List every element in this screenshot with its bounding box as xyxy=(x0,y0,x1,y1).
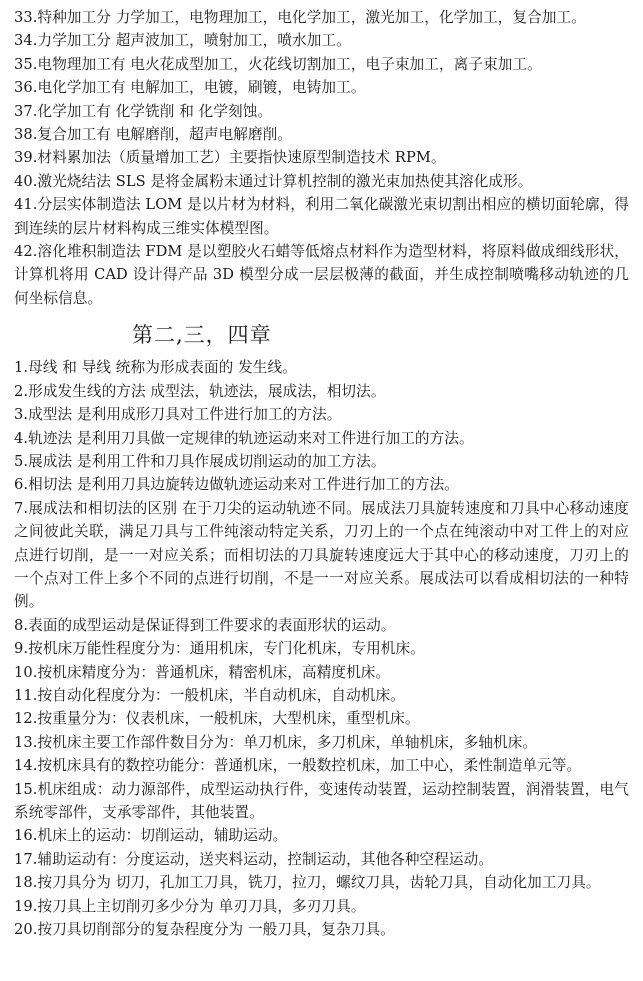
list-item: 14.按机床具有的数控功能分：普通机床，一般数控机床，加工中心，柔性制造单元等。 xyxy=(14,757,582,775)
list-item: 1.母线 和 导线 统称为形成表面的 发生线。 xyxy=(14,359,297,377)
list-item: 42.溶化堆积制造法 FDM 是以塑胶火石蜡等低熔点材料作为造型材料，将原料做成细线形状，计算机将用 CAD 设计得产品 3D 模型分成一层层极薄的截面，并生成控制喷嘴移动轨迹的几何坐标信息。 xyxy=(14,243,629,307)
chapter-heading: 第二,三，四章 xyxy=(132,323,272,348)
list-item: 17.辅助运动有：分度运动，送夹料运动，控制运动，其他各种空程运动。 xyxy=(14,850,494,868)
list-item: 3.成型法 是利用成形刀具对工件进行加工的方法。 xyxy=(14,406,342,424)
list-item: 33.特种加工分 力学加工，电物理加工，电化学加工，激光加工，化学加工，复合加工。 xyxy=(14,9,586,26)
list-item: 20.按刀具切削部分的复杂程度分为 一般刀具，复杂刀具。 xyxy=(14,921,395,939)
list-item: 9.按机床万能性程度分为：通用机床，专门化机床，专用机床。 xyxy=(14,640,425,658)
list-item: 4.轨迹法 是利用刀具做一定规律的轨迹运动来对工件进行加工的方法。 xyxy=(14,429,474,447)
list-item: 16.机床上的运动：切削运动，辅助运动。 xyxy=(14,827,288,845)
list-item: 35.电物理加工有 电火花成型加工，火花线切割加工，电子束加工，离子束加工。 xyxy=(14,55,542,73)
list-item: 15.机床组成：动力源部件，成型运动执行件，变速传动装置，运动控制装置，润滑装置，电气系统零部件，支承零部件，其他装置。 xyxy=(14,780,629,821)
list-item: 19.按刀具上主切削刃多少分为 单刃刀具，多刃刀具。 xyxy=(14,897,366,915)
list-item: 36.电化学加工有 电解加工，电镀，刷镀，电铸加工。 xyxy=(14,79,366,97)
list-item: 18.按刀具分为 切刀，孔加工刀具，铣刀，拉刀，螺纹刀具，齿轮刀具，自动化加工刀具。 xyxy=(14,874,601,892)
list-item: 40.激光烧结法 SLS 是将金属粉末通过计算机控制的激光束加热使其溶化成形。 xyxy=(14,172,533,190)
list-item: 13.按机床主要工作部件数目分为：单刀机床，多刀机床，单轴机床，多轴机床。 xyxy=(14,733,538,751)
list-item: 7.展成法和相切法的区别 在于刀尖的运动轨迹不同。展成法刀具旋转速度和刀具中心移动速度之间彼此关联，满足刀具与工件纯滚动特定关系，刀刃上的一个点在纯滚动中对工件上的对应点进行切削，是一一对应关系；而相切法的刀具旋转速度远大于其中心的移动速度，刀刃上的一个点对工件上多个不同的点进行切削，不是一一对应关系。展成法可以看成相切法的一种特例。 xyxy=(14,499,629,611)
list-item: 10.按机床精度分为：普通机床，精密机床，高精度机床。 xyxy=(14,663,391,681)
list-item: 12.按重量分为：仪表机床，一般机床，大型机床，重型机床。 xyxy=(14,710,420,728)
list-item: 11.按自动化程度分为：一般机床，半自动机床，自动机床。 xyxy=(14,686,405,704)
section-machine-tools xyxy=(14,356,629,941)
list-item: 8.表面的成型运动是保证得到工件要求的表面形状的运动。 xyxy=(14,616,396,634)
list-item: 2.形成发生线的方法 成型法，轨迹法，展成法，相切法。 xyxy=(14,382,386,400)
list-item: 38.复合加工有 电解磨削，超声电解磨削。 xyxy=(14,126,293,144)
list-item: 5.展成法 是利用工件和刀具作展成切削运动的加工方法。 xyxy=(14,452,386,470)
list-item: 34.力学加工分 超声波加工，喷射加工，喷水加工。 xyxy=(14,32,351,50)
section-machining-methods xyxy=(14,6,629,310)
list-item: 6.相切法 是利用刀具边旋转边做轨迹运动来对工件进行加工的方法。 xyxy=(14,476,459,494)
list-item: 41.分层实体制造法 LOM 是以片材为材料，利用二氧化碳激光束切割出相应的横切面轮廓，得到连续的层片材料构成三维实体模型图。 xyxy=(14,196,629,237)
list-item: 39.材料累加法（质量增加工艺）主要指快速原型制造技术 RPM。 xyxy=(14,149,446,167)
list-item: 37.化学加工有 化学铣削 和 化学刻蚀。 xyxy=(14,102,273,120)
